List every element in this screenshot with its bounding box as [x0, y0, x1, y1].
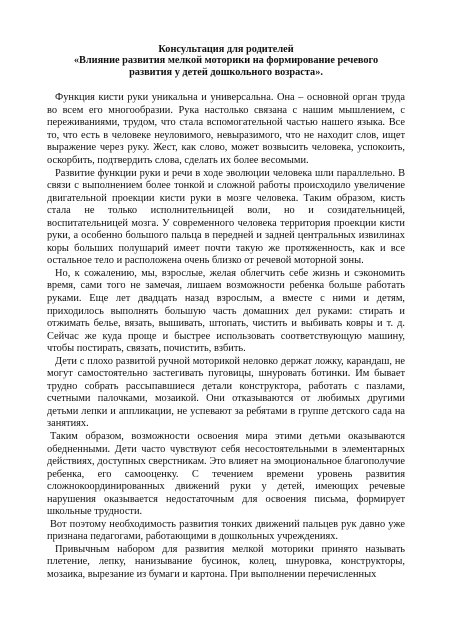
- title-line: «Влияние развития мелкой моторики на формирование речевого: [73, 55, 379, 67]
- paragraph: Дети с плохо развитой ручной моторикой неловко держат ложку, карандаш, не могут самостоятельно застегивать пуговицы, шнуровать ботинки. Им бывает трудно собрать рассыпавшиеся детали конструктора, работать с пазлами, счетными палочками, мозаикой. Они отказываются от любимых другими детьми лепки и аппликации, не успевают за ребятами в группе детского сада на занятиях.: [47, 355, 405, 430]
- paragraph: Вот поэтому необходимость развития тонких движений пальцев рук давно уже признана педагогами, работающими в дошкольных учреждениях.: [47, 518, 405, 543]
- title-line: Консультация для родителей: [158, 44, 294, 55]
- document-title: [47, 44, 405, 78]
- paragraph: Привычным набором для развития мелкой моторики принято называть плетение, лепку, нанизывание бусинок, колец, шнуровка, конструкторы, мозаика, вырезание из бумаги и картона. При выполнении перечисленных: [47, 543, 405, 580]
- paragraph: Функция кисти руки уникальна и универсальна. Она – основной орган труда во всем его многообразии. Рука настолько связана с нашим мышлением, с переживаниями, трудом, что стала вспомогательной частью нашего языка. Все то, что есть в человеке неуловимого, невыразимого, что не находит слов, ищет выражение через руку. Жест, как слово, может возвысить человека, успокоить, оскорбить, подтвердить слова, сделать их более весомыми.: [47, 92, 405, 166]
- paragraph: Таким образом, возможности освоения мира этими детьми оказываются обедненными. Дети часто чувствуют себя несостоятельными в элементарных действиях, доступных сверстникам. Это влияет на эмоциональное благополучие ребенка, его самооценку. С течением времени уровень развития сложнокоординированных движений руки у детей, имеющих речевые нарушения оказывается недостаточным для освоения письма, формирует школьные трудности.: [47, 430, 405, 518]
- paragraph: Но, к сожалению, мы, взрослые, желая облегчить себе жизнь и сэкономить время, сами того не замечая, лишаем возможности ребенка больше работать руками. Еще лет двадцать назад взрослым, а вместе с ними и детям, приходилось выполнять большую часть домашних дел руками: стирать и отжимать белье, вязать, вышивать, штопать, чистить и выбивать ковры и т. д. Сейчас же куда проще и быстрее использовать соответствующую машину, чтобы постирать, связать, почистить, взбить.: [47, 267, 405, 355]
- document-body: [47, 92, 405, 581]
- paragraph: Развитие функции руки и речи в ходе эволюции человека шли параллельно. В связи с выполнением более тонкой и сложной работы происходило увеличение двигательной проекции кисти руки в мозге человека. Таким образом, кисть стала не только исполнительницей воли, но и созидательницей, воспитательницей мозга. У современного человека территория проекции кисти руки, а особенно большого пальца в передней и задней центральных извилинах коры больших полушарий имеет почти такую же протяженность, как и все остальное тело и расположена очень близко от речевой моторной зоны.: [47, 167, 405, 267]
- title-line: развития у детей дошкольного возраста».: [129, 66, 323, 78]
